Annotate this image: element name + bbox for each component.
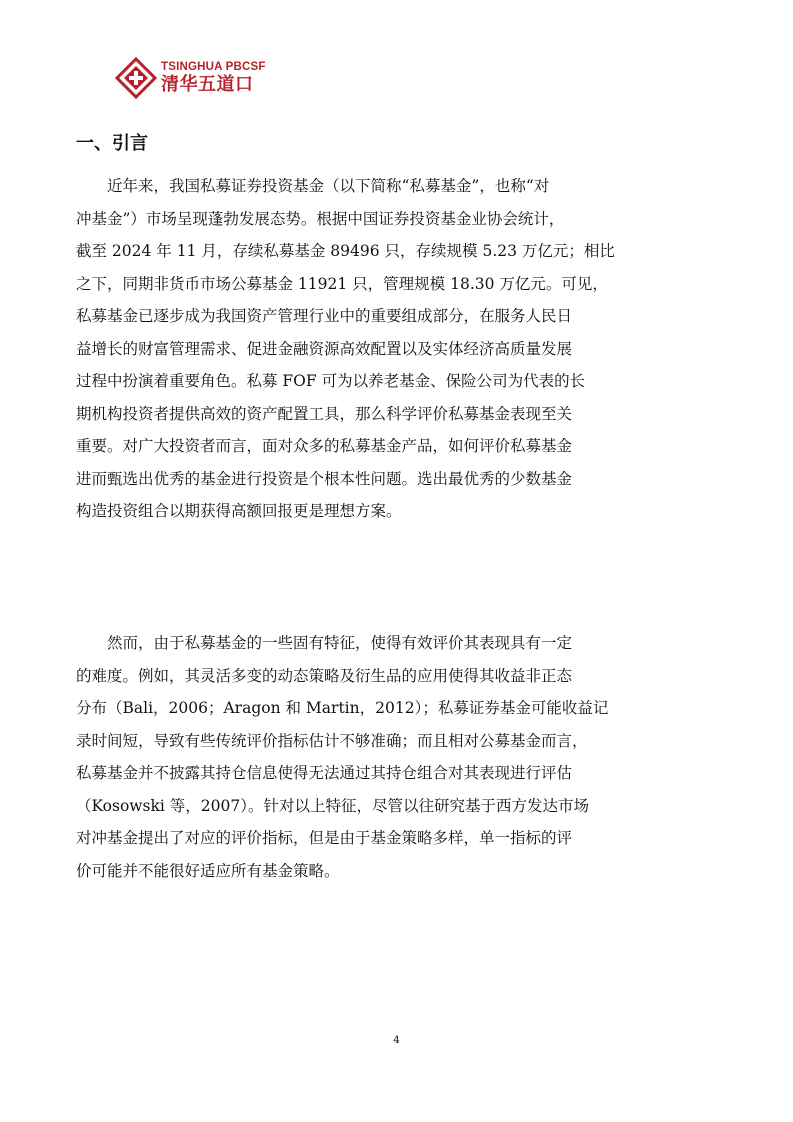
logo-english-text: TSINGHUA PBCSF (161, 60, 266, 73)
paragraph-line: 益增长的财富管理需求、促进金融资源高效配置以及实体经济高质量发展 (76, 339, 573, 358)
paragraph-line: 过程中扮演着重要角色。私募 FOF 可为以养老基金、保险公司为代表的长 (76, 372, 586, 390)
logo (115, 57, 266, 99)
paragraph-line: 分布（Bali，2006；Aragon 和 Martin，2012）；私募证券基金可能收益记 (76, 699, 609, 717)
paragraph-line: 的难度。例如，其灵活多变的动态策略及衍生品的应用使得其收益非正态 (76, 666, 573, 685)
tsinghua-logo-icon (115, 57, 157, 99)
paragraph-line: 私募基金已逐步成为我国资产管理行业中的重要组成部分，在服务人民日 (76, 307, 573, 325)
paragraph-line: 之下，同期非货币市场公募基金 11921 只，管理规模 18.30 万亿元。可见， (76, 274, 608, 293)
page-number: 4 (393, 1034, 400, 1046)
paragraph-line: 重要。对广大投资者而言，面对众多的私募基金产品，如何评价私募基金 (76, 437, 573, 455)
paragraph-line: 然而，由于私募基金的一些固有特征，使得有效评价其表现具有一定 (76, 634, 573, 652)
paragraph-line: 截至 2024 年 11 月，存续私募基金 89496 只，存续规模 5.23 万亿元；相比 (76, 242, 615, 260)
paragraph-line: 录时间短，导致有些传统评价指标估计不够准确；而且相对公募基金而言， (76, 731, 588, 750)
paragraph-line: 冲基金”）市场呈现蓬勃发展态势。根据中国证券投资基金业协会统计， (76, 209, 565, 228)
paragraph-line: （Kosowski 等，2007）。针对以上特征，尽管以往研究基于西方发达市场 (76, 796, 589, 815)
paragraph-challenges (76, 627, 718, 887)
paragraph-line: 私募基金并不披露其持仓信息使得无法通过其持仓组合对其表现进行评估 (76, 764, 573, 782)
paragraph-line: 价可能并不能很好适应所有基金策略。 (76, 861, 340, 880)
paragraph-line: 对冲基金提出了对应的评价指标，但是由于基金策略多样，单一指标的评 (76, 829, 573, 847)
logo-chinese-text: 清华五道口 (161, 74, 254, 96)
paragraph-line: 进而甄选出优秀的基金进行投资是个根本性问题。选出最优秀的少数基金 (76, 469, 573, 488)
paragraph-line: 期机构投资者提供高效的资产配置工具，那么科学评价私募基金表现至关 (76, 404, 573, 423)
paragraph-line: 构造投资组合以期获得高额回报更是理想方案。 (76, 502, 402, 520)
paragraph-intro (76, 170, 718, 528)
paragraph-line: 近年来，我国私募证券投资基金（以下简称“私募基金”，也称“对 (76, 177, 550, 195)
section-heading: 一、引言 (76, 133, 148, 154)
